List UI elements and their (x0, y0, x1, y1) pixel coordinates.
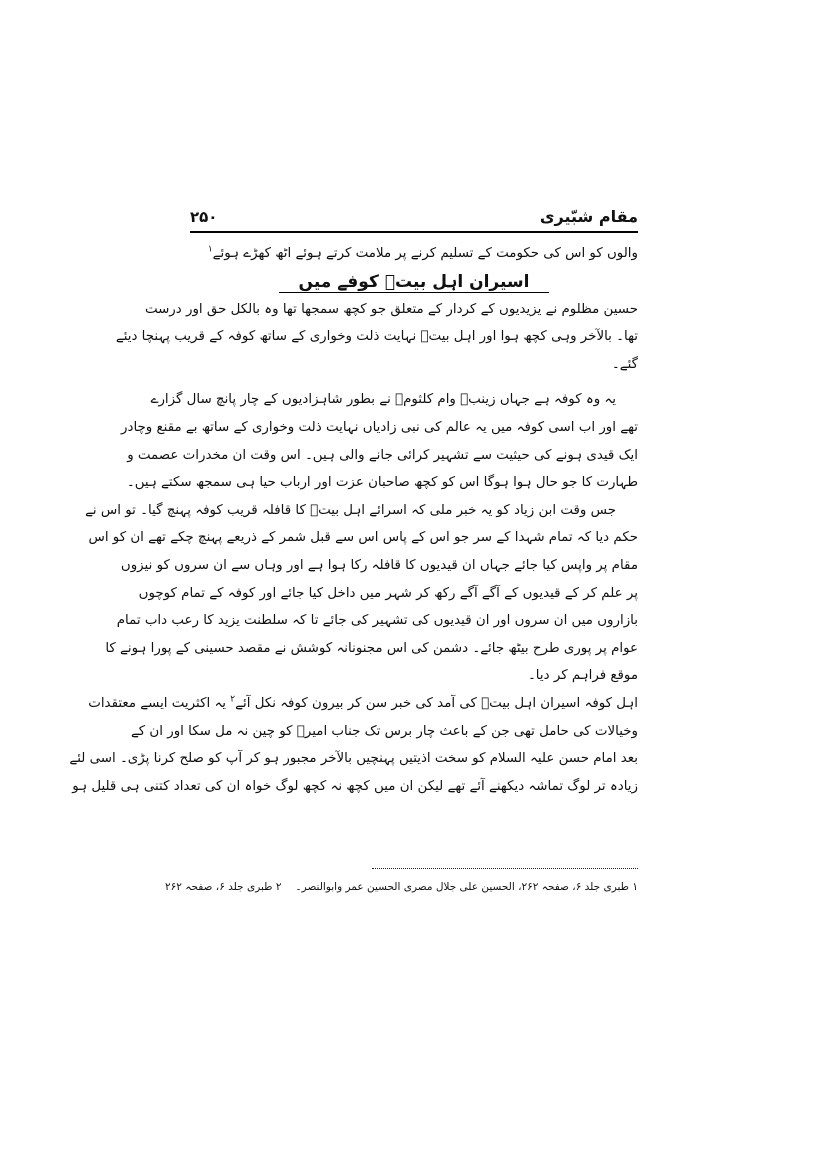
text-line: زیادہ تر لوگ تماشہ دیکھنے آئے تھے لیکن ان میں کچھ نہ کچھ لوگ خواہ ان کی تعداد کتنی ہی قلیل ہو (72, 778, 638, 794)
page-body (69, 240, 638, 800)
page-header (190, 205, 638, 233)
text-line: حکم دیا کہ تمام شہدا کے سر جو اس کے پاس اس سے قبل شمر کے ذریعے پہنچ چکے تھے ان کو اس (88, 530, 638, 546)
text-line: تھے اور اب اسی کوفہ میں یہ عالم کی نبی زادیاں نہایت ذلت وخواری کے ساتھ بے مقنع وچادر (121, 419, 638, 435)
text-line: یہ وہ کوفہ ہے جہاں زینبؑ وام کلثومؑ نے بطور شاہزادیوں کے چار پانچ سال گزارے (150, 392, 616, 408)
footnote-marker: ۱ (207, 244, 213, 255)
text-line: تھا۔ بالآخر وہی کچھ ہوا اور اہل بیتؑ نہایت ذلت وخواری کے ساتھ کوفہ کے قریب پہنچا دیئے (115, 329, 638, 345)
paragraph-4 (69, 690, 638, 800)
text-line: جس وقت ابن زیاد کو یہ خبر ملی کہ اسرائے اہل بیتؑ کا قافلہ قریب کوفہ پہنچ گیا۔ تو اس نے (85, 502, 616, 518)
paragraph-3 (85, 497, 638, 690)
text-line: اہل کوفہ اسیران اہل بیتؑ کی آمد کی خبر سن کر بیرون کوفہ نکل آئے$^۲$ یہ اکثریت ایسے معتقدات (88, 694, 638, 711)
text-line: ایک قیدی ہونے کی حیثیت سے تشہیر کرائی جانے والی ہیں۔ اس وقت ان مخدرات عصمت و (127, 447, 638, 463)
text-line: مقام پر واپس کیا جائے جہاں ان قیدیوں کا قافلہ رکا ہوا ہے اور وہاں سے ان سروں کو نیزوں (120, 557, 638, 573)
footnote-marker: ۲ (230, 694, 236, 705)
page-number: ۲۵۰ (190, 208, 218, 226)
footnote-separator (372, 868, 638, 869)
text-line: وخیالات کی حامل تھی جن کے باعث چار برس تک جناب امیرؑ کو چین نہ مل سکا اور ان کے (130, 723, 638, 739)
text-line: والوں کو اس کی حکومت کے تسلیم کرنے پر ملامت کرتے ہوئے اٹھ کھڑے ہوئے$^۱$ (207, 244, 638, 261)
footnotes (165, 876, 638, 898)
text-line: عوام پر پوری طرح بیٹھ جائے۔ دشمن کی اس مجنونانہ کوشش نے مقصد حسینی کے پورا ہونے کا (105, 640, 638, 656)
text-line: بعد امام حسن علیہ السلام کو سخت اذیتیں پہنچیں بالآخر مجبور ہو کر آپ کو صلح کرنا پڑی۔ اسی لئے (69, 751, 638, 767)
footnote-2: ۲ طبری جلد ۶، صفحہ ۲۶۲ (165, 881, 282, 893)
text-line: موقع فراہم کر دیا۔ (527, 668, 638, 684)
text-line: پر علم کر کے قیدیوں کے آگے آگے رکھ کر شہر میں داخل کیا جائے اور کوفہ کے تمام کوچوں (138, 585, 638, 601)
running-title: مقام شبّیری (539, 207, 638, 226)
text-line: گئے۔ (611, 356, 638, 372)
text-line: طہارت کا جو حال ہوا ہوگا اس کو کچھ صاحبان عزت اور ارباب حیا ہی سمجھ سکتے ہیں۔ (126, 475, 638, 491)
intro-line (190, 240, 638, 268)
paragraph-2 (121, 386, 638, 496)
section-heading: اسیران اہل بیتؑ کوفے میں (190, 268, 638, 296)
text-line: بازاروں میں ان سروں اور ان قیدیوں کی تشہیر کی جائے تا کہ سلطنت یزید کا رعب داب تمام (116, 613, 638, 629)
text-line: حسین مظلوم نے یزیدیوں کے کردار کے متعلق جو کچھ سمجھا تھا وہ بالکل حق اور درست (144, 301, 638, 317)
footnote-1: ۱ طبری جلد ۶، صفحہ ۲۶۲، الحسین علی جلال مصری الحسین عمر وابوالنصر۔ (295, 881, 638, 893)
paragraph-1 (115, 296, 638, 379)
